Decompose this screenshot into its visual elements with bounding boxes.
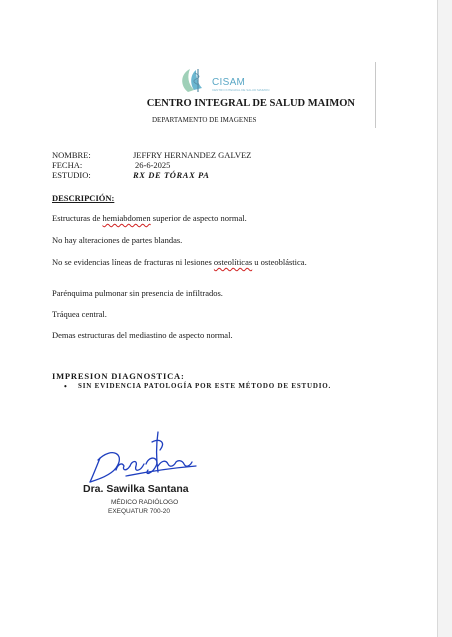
description-heading: DESCRIPCIÓN:: [52, 193, 115, 203]
page-margin: [438, 0, 452, 637]
impression-heading: IMPRESION DIAGNOSTICA:: [52, 371, 185, 381]
study-label: ESTUDIO:: [52, 170, 91, 180]
header-divider: [375, 62, 376, 128]
finding-bones: No se evidencias líneas de fracturas ni lesiones osteolíticas u osteoblástica.: [52, 257, 307, 267]
study-date: 26-6-2025: [135, 160, 171, 170]
finding-lungs: Parénquima pulmonar sin presencia de infiltrados.: [52, 288, 223, 298]
cisam-logo: [178, 66, 270, 94]
spellcheck-word: hemiabdomen: [102, 213, 151, 223]
date-label: FECHA:: [52, 160, 83, 170]
impression-item: • SIN EVIDENCIA PATOLOGÍA POR ESTE MÉTODO DE ESTUDIO.: [64, 382, 332, 391]
department-name: DEPARTAMENTO DE IMAGENES: [152, 116, 257, 124]
logo-subtext: CENTRO INTEGRAL DE SALUD MAIMON: [212, 88, 270, 92]
logo-text: CISAM: [212, 77, 246, 88]
name-label: NOMBRE:: [52, 150, 91, 160]
spellcheck-word: osteolíticas: [213, 257, 253, 267]
finding-trachea: Tráquea central.: [52, 309, 107, 319]
signer-name: Dra. Sawilka Santana: [83, 483, 189, 495]
bullet-icon: •: [64, 382, 68, 391]
medical-symbol-icon: [178, 66, 212, 94]
signer-title: MÉDICO RADIÓLOGO: [111, 499, 179, 506]
center-name: CENTRO INTEGRAL DE SALUD MAIMON: [146, 98, 355, 109]
finding-soft-tissue: No hay alteraciones de partes blandas.: [52, 235, 183, 245]
handwritten-signature: [86, 428, 201, 486]
signer-registration: EXEQUATUR 700-20: [108, 508, 171, 515]
finding-abdomen: Estructuras de hemiabdomen superior de aspecto normal.: [52, 213, 247, 223]
patient-name: JEFFRY HERNANDEZ GALVEZ: [133, 150, 252, 160]
finding-mediastinum: Demas estructuras del mediastino de aspecto normal.: [52, 330, 233, 340]
impression-list: [64, 382, 331, 390]
study-name: RX DE TÓRAX PA: [133, 170, 210, 180]
